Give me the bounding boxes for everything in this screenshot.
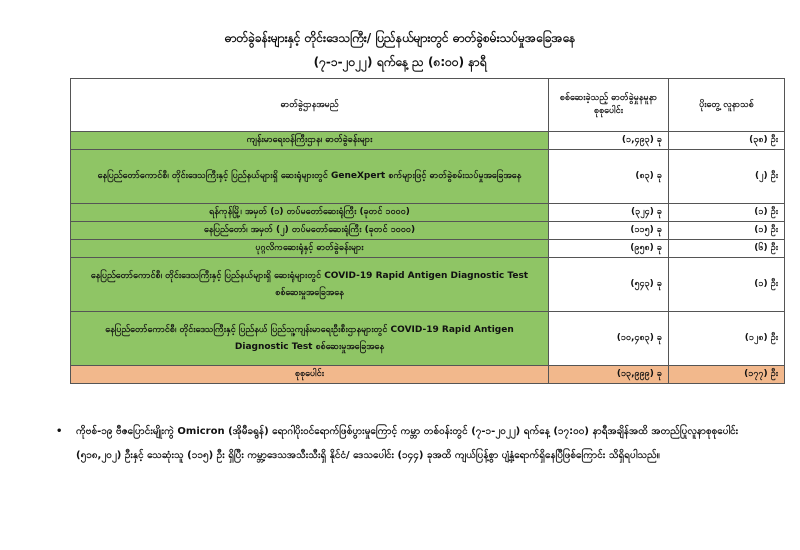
lab-testing-table (70, 78, 785, 384)
positive-cell: (၃၈) ဦး (669, 132, 785, 150)
header-new-positive: ပိုးတွေ့ လူနာသစ် (669, 79, 785, 132)
tests-cell: (၃၂၄) ခု (549, 204, 669, 222)
table-row (71, 312, 785, 366)
total-label: စုစုပေါင်း (71, 366, 549, 384)
total-tests: (၁၃,၉၉၉) ခု (549, 366, 669, 384)
table-row (71, 258, 785, 312)
title-line-1: ဓာတ်ခွဲခန်းများနှင့် တိုင်းဒေသကြီး/ ပြည်နယ်များတွင် ဓာတ်ခွဲစမ်းသပ်မှုအခြေအနေ (224, 31, 576, 45)
lab-name-cell: နေပြည်တော်ကောင်စီ၊ တိုင်းဒေသကြီးနှင့် ပြည်နယ်များရှိ ဆေးရုံများတွင် COVID-19 Rapid Antigen Diagnostic Test စစ်ဆေးမှုအခြေအနေ (71, 258, 549, 312)
lab-name-cell: နေပြည်တော်ကောင်စီ၊ တိုင်းဒေသကြီးနှင့် ပြည်နယ်များရှိ ဆေးရုံများတွင် GeneXpert စက်များဖြင့် ဓာတ်ခွဲစမ်းသပ်မှုအခြေအနေ (71, 150, 549, 204)
tests-cell: (၅၄၃) ခု (549, 258, 669, 312)
total-row (71, 366, 785, 384)
lab-name-cell: နေပြည်တော်ကောင်စီ၊ တိုင်းဒေသကြီးနှင့် ပြည်နယ် ပြည်သူ့ကျန်းမာရေးဦးစီးဌာနများတွင် COVID-19 Rapid Antigen Diagnostic Test စစ်ဆေးမှုအခြေအနေ (71, 312, 549, 366)
omicron-note (56, 420, 778, 468)
lab-name-cell: ပုဂ္ဂလိကဆေးရုံနှင့် ဓာတ်ခွဲခန်းများ (71, 240, 549, 258)
tests-cell: (၉၅၈) ခု (549, 240, 669, 258)
positive-cell: (၂) ဦး (669, 150, 785, 204)
tests-cell: (၁,၄၉၃) ခု (549, 132, 669, 150)
note-text: ကိုဗစ်-၁၉ ဗီဇပြောင်းမျိုးကွဲ Omicron (အိုမီခရွန်) ရောဂါပိုးဝင်ရောက်ဖြစ်ပွားမှုကြောင့် ကမ္ဘာ တစ်ဝန်းတွင် (၇-၁-၂၀၂၂) ရက်နေ့ (၁၇:၀၀) နာရီအချိန်အထိ အတည်ပြုလူနာစုစုပေါင်း (၅၁၈,၂၀၂) ဦးနှင့် သေဆုံးသူ (၁၁၅) ဦး ရှိပြီး ကမ္ဘာ့ဒေသအသီးသီးရှိ နိုင်ငံ/ ဒေသပေါင်း (၁၄၄) ခုအထိ ကျယ်ပြန့်စွာ ပျံ့နှံ့ရောက်ရှိနေပြီဖြစ်ကြောင်း သိရှိရပါသည်။ (76, 426, 739, 461)
table-row (71, 150, 785, 204)
positive-cell: (၆) ဦး (669, 240, 785, 258)
title-line-2: (၇-၁-၂၀၂၂) ရက်နေ့ ည (၈:၀၀) နာရီ (313, 55, 487, 69)
positive-cell: (၁၂၈) ဦး (669, 312, 785, 366)
table-row (71, 240, 785, 258)
table-row (71, 204, 785, 222)
positive-cell: (၁) ဦး (669, 204, 785, 222)
lab-name-cell: ကျန်းမာရေးဝန်ကြီးဌာန၊ ဓာတ်ခွဲခန်းများ (71, 132, 549, 150)
tests-cell: (၁၁၅) ခု (549, 222, 669, 240)
positive-cell: (၁) ဦး (669, 222, 785, 240)
header-lab-name: ဓာတ်ခွဲဌာနအမည် (71, 79, 549, 132)
header-total-tests: စစ်ဆေးခဲ့သည့် ဓာတ်ခွဲမှုနမူနာ စုစုပေါင်း (549, 79, 669, 132)
total-positive: (၁၇၇) ဦး (669, 366, 785, 384)
lab-name-cell: ရန်ကုန်မြို့၊ အမှတ် (၁) တပ်မတော်ဆေးရုံကြီး (ခုတင် ၁၀၀၀) (71, 204, 549, 222)
tests-cell: (၈၃) ခု (549, 150, 669, 204)
lab-name-cell: နေပြည်တော်၊ အမှတ် (၂) တပ်မတော်ဆေးရုံကြီး (ခုတင် ၁၀၀၀) (71, 222, 549, 240)
report-title (0, 26, 800, 74)
bullet-icon: • (56, 426, 63, 437)
positive-cell: (၁) ဦး (669, 258, 785, 312)
table-row (71, 222, 785, 240)
table-row (71, 132, 785, 150)
table-header-row (71, 79, 785, 132)
tests-cell: (၁၀,၄၈၃) ခု (549, 312, 669, 366)
